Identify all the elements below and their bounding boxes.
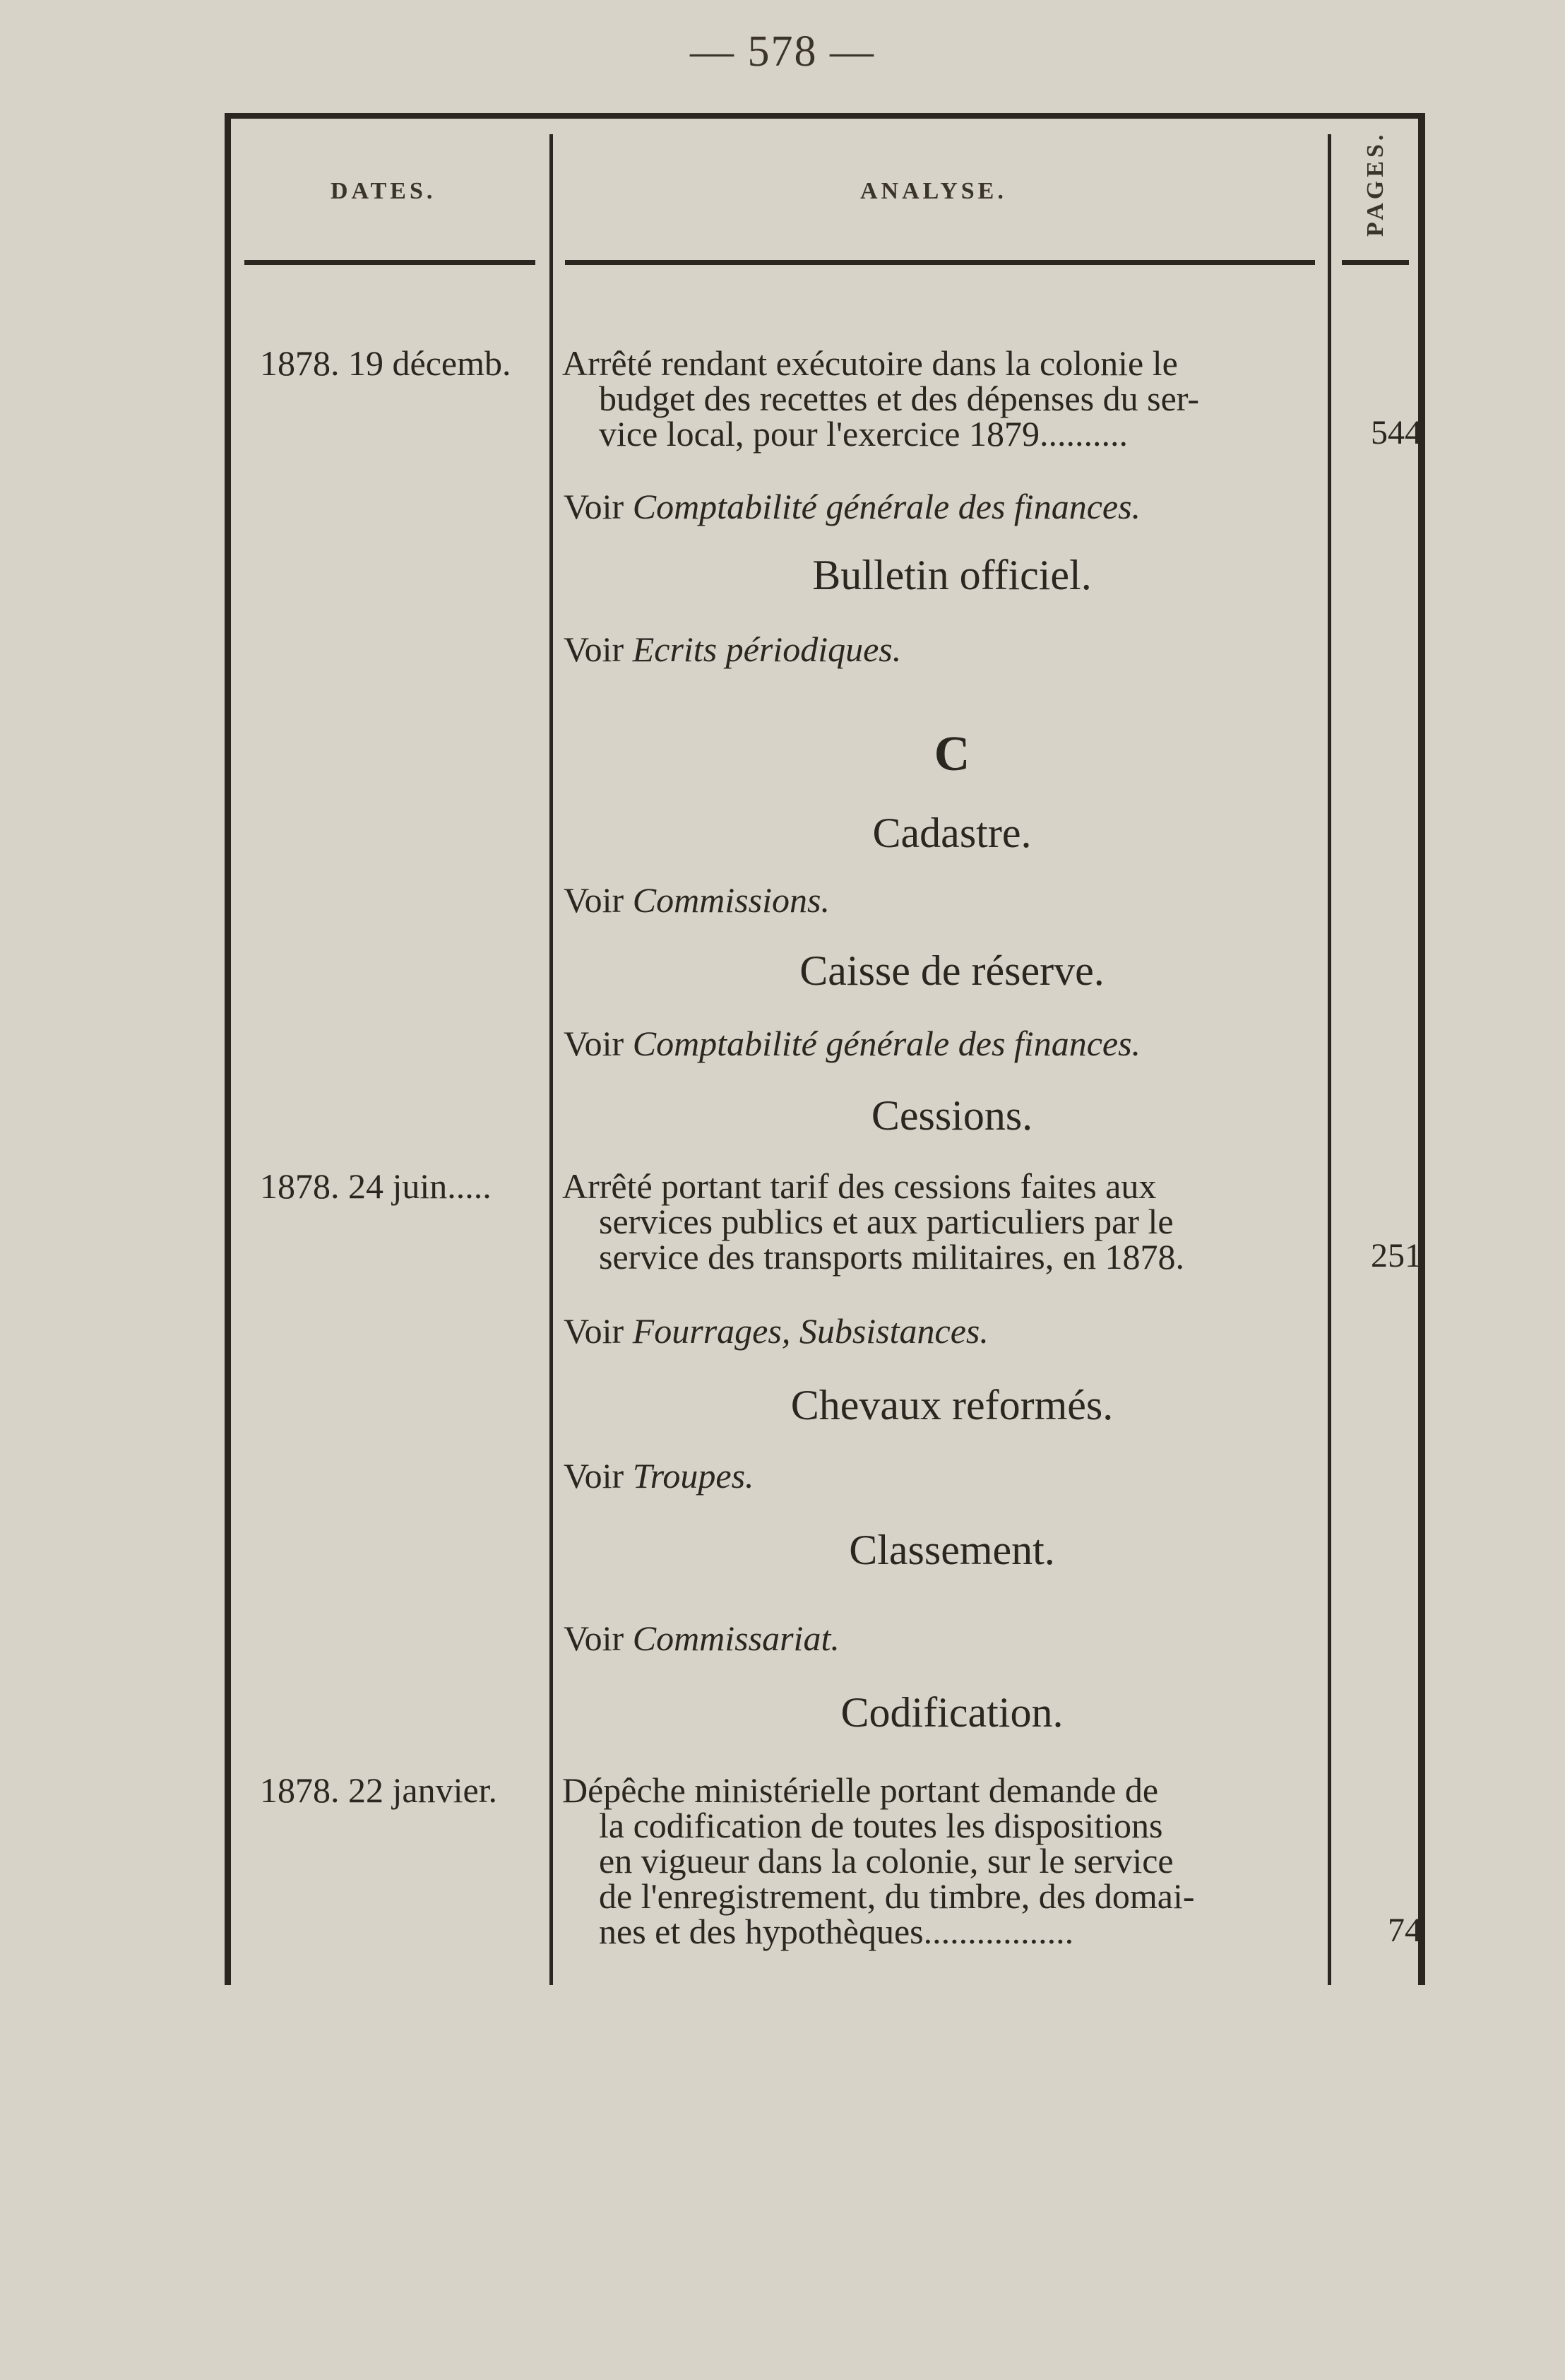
section-heading: Bulletin officiel. bbox=[812, 552, 1092, 598]
page-reference: 251 bbox=[1371, 1237, 1422, 1274]
pages-header-rule bbox=[1342, 260, 1409, 265]
see-also-ref: Commissions. bbox=[632, 880, 830, 920]
entry-text-line: services publics et aux particuliers par le bbox=[599, 1202, 1174, 1241]
see-also: Voir Fourrages, Subsistances. bbox=[564, 1311, 989, 1351]
entry-text-line: en vigueur dans la colonie, sur le service bbox=[599, 1841, 1174, 1881]
entry-text-line: Arrêté portant tarif des cessions faites aux bbox=[562, 1166, 1157, 1206]
see-also-ref: Fourrages, Subsistances. bbox=[632, 1311, 989, 1351]
dates-column-divider bbox=[549, 134, 553, 1985]
see-also: Voir Ecrits périodiques. bbox=[564, 629, 902, 669]
entry-date: 1878. 19 décemb. bbox=[260, 343, 511, 383]
see-also-ref: Comptabilité générale des finances. bbox=[632, 1024, 1141, 1063]
analyse-header: ANALYSE. bbox=[860, 178, 1007, 204]
entry-text-line: service des transports militaires, en 1878. bbox=[599, 1237, 1184, 1277]
entry-date: 1878. 24 juin..... bbox=[260, 1166, 492, 1206]
see-also-ref: Comptabilité générale des finances. bbox=[632, 487, 1141, 526]
dates-header: DATES. bbox=[331, 178, 436, 204]
page-reference: 544 bbox=[1371, 414, 1422, 451]
page-number: — 578 — bbox=[690, 28, 875, 76]
see-also-ref: Ecrits périodiques. bbox=[632, 629, 902, 669]
see-also: Voir Comptabilité générale des finances. bbox=[564, 487, 1141, 526]
entry-text-line: nes et des hypothèques................. bbox=[599, 1912, 1074, 1951]
section-heading: Cessions. bbox=[871, 1092, 1033, 1139]
see-also: Voir Troupes. bbox=[564, 1456, 754, 1496]
alphabet-letter: C bbox=[934, 727, 970, 781]
see-also-ref: Commissariat. bbox=[632, 1618, 840, 1658]
see-also: Voir Commissariat. bbox=[564, 1618, 840, 1658]
entry-text-line: vice local, pour l'exercice 1879.......... bbox=[599, 414, 1128, 454]
section-heading: Classement. bbox=[849, 1527, 1055, 1573]
section-heading: Codification. bbox=[840, 1689, 1064, 1736]
entry-text-line: Arrêté rendant exécutoire dans la colonie le bbox=[562, 343, 1178, 383]
left-border bbox=[225, 113, 231, 1985]
section-heading: Caisse de réserve. bbox=[799, 947, 1105, 994]
entry-text-line: budget des recettes et des dépenses du ser- bbox=[599, 379, 1200, 418]
analyse-header-rule bbox=[565, 260, 1315, 265]
pages-header: PAGES. bbox=[1362, 131, 1388, 237]
see-also: Voir Commissions. bbox=[564, 880, 830, 920]
page-reference: 74 bbox=[1388, 1912, 1422, 1949]
top-rule bbox=[225, 113, 1425, 119]
see-also-ref: Troupes. bbox=[632, 1456, 754, 1496]
entry-text-line: Dépêche ministérielle portant demande de bbox=[562, 1770, 1159, 1810]
section-heading: Chevaux reformés. bbox=[790, 1382, 1114, 1428]
entry-text-line: la codification de toutes les dispositions bbox=[599, 1806, 1163, 1845]
see-also: Voir Comptabilité générale des finances. bbox=[564, 1024, 1141, 1063]
right-border bbox=[1418, 113, 1425, 1985]
entry-text-line: de l'enregistrement, du timbre, des domai- bbox=[599, 1876, 1195, 1916]
section-heading: Cadastre. bbox=[872, 810, 1032, 856]
index-table bbox=[225, 113, 1425, 1985]
entry-date: 1878. 22 janvier. bbox=[260, 1770, 498, 1810]
dates-header-rule bbox=[244, 260, 535, 265]
